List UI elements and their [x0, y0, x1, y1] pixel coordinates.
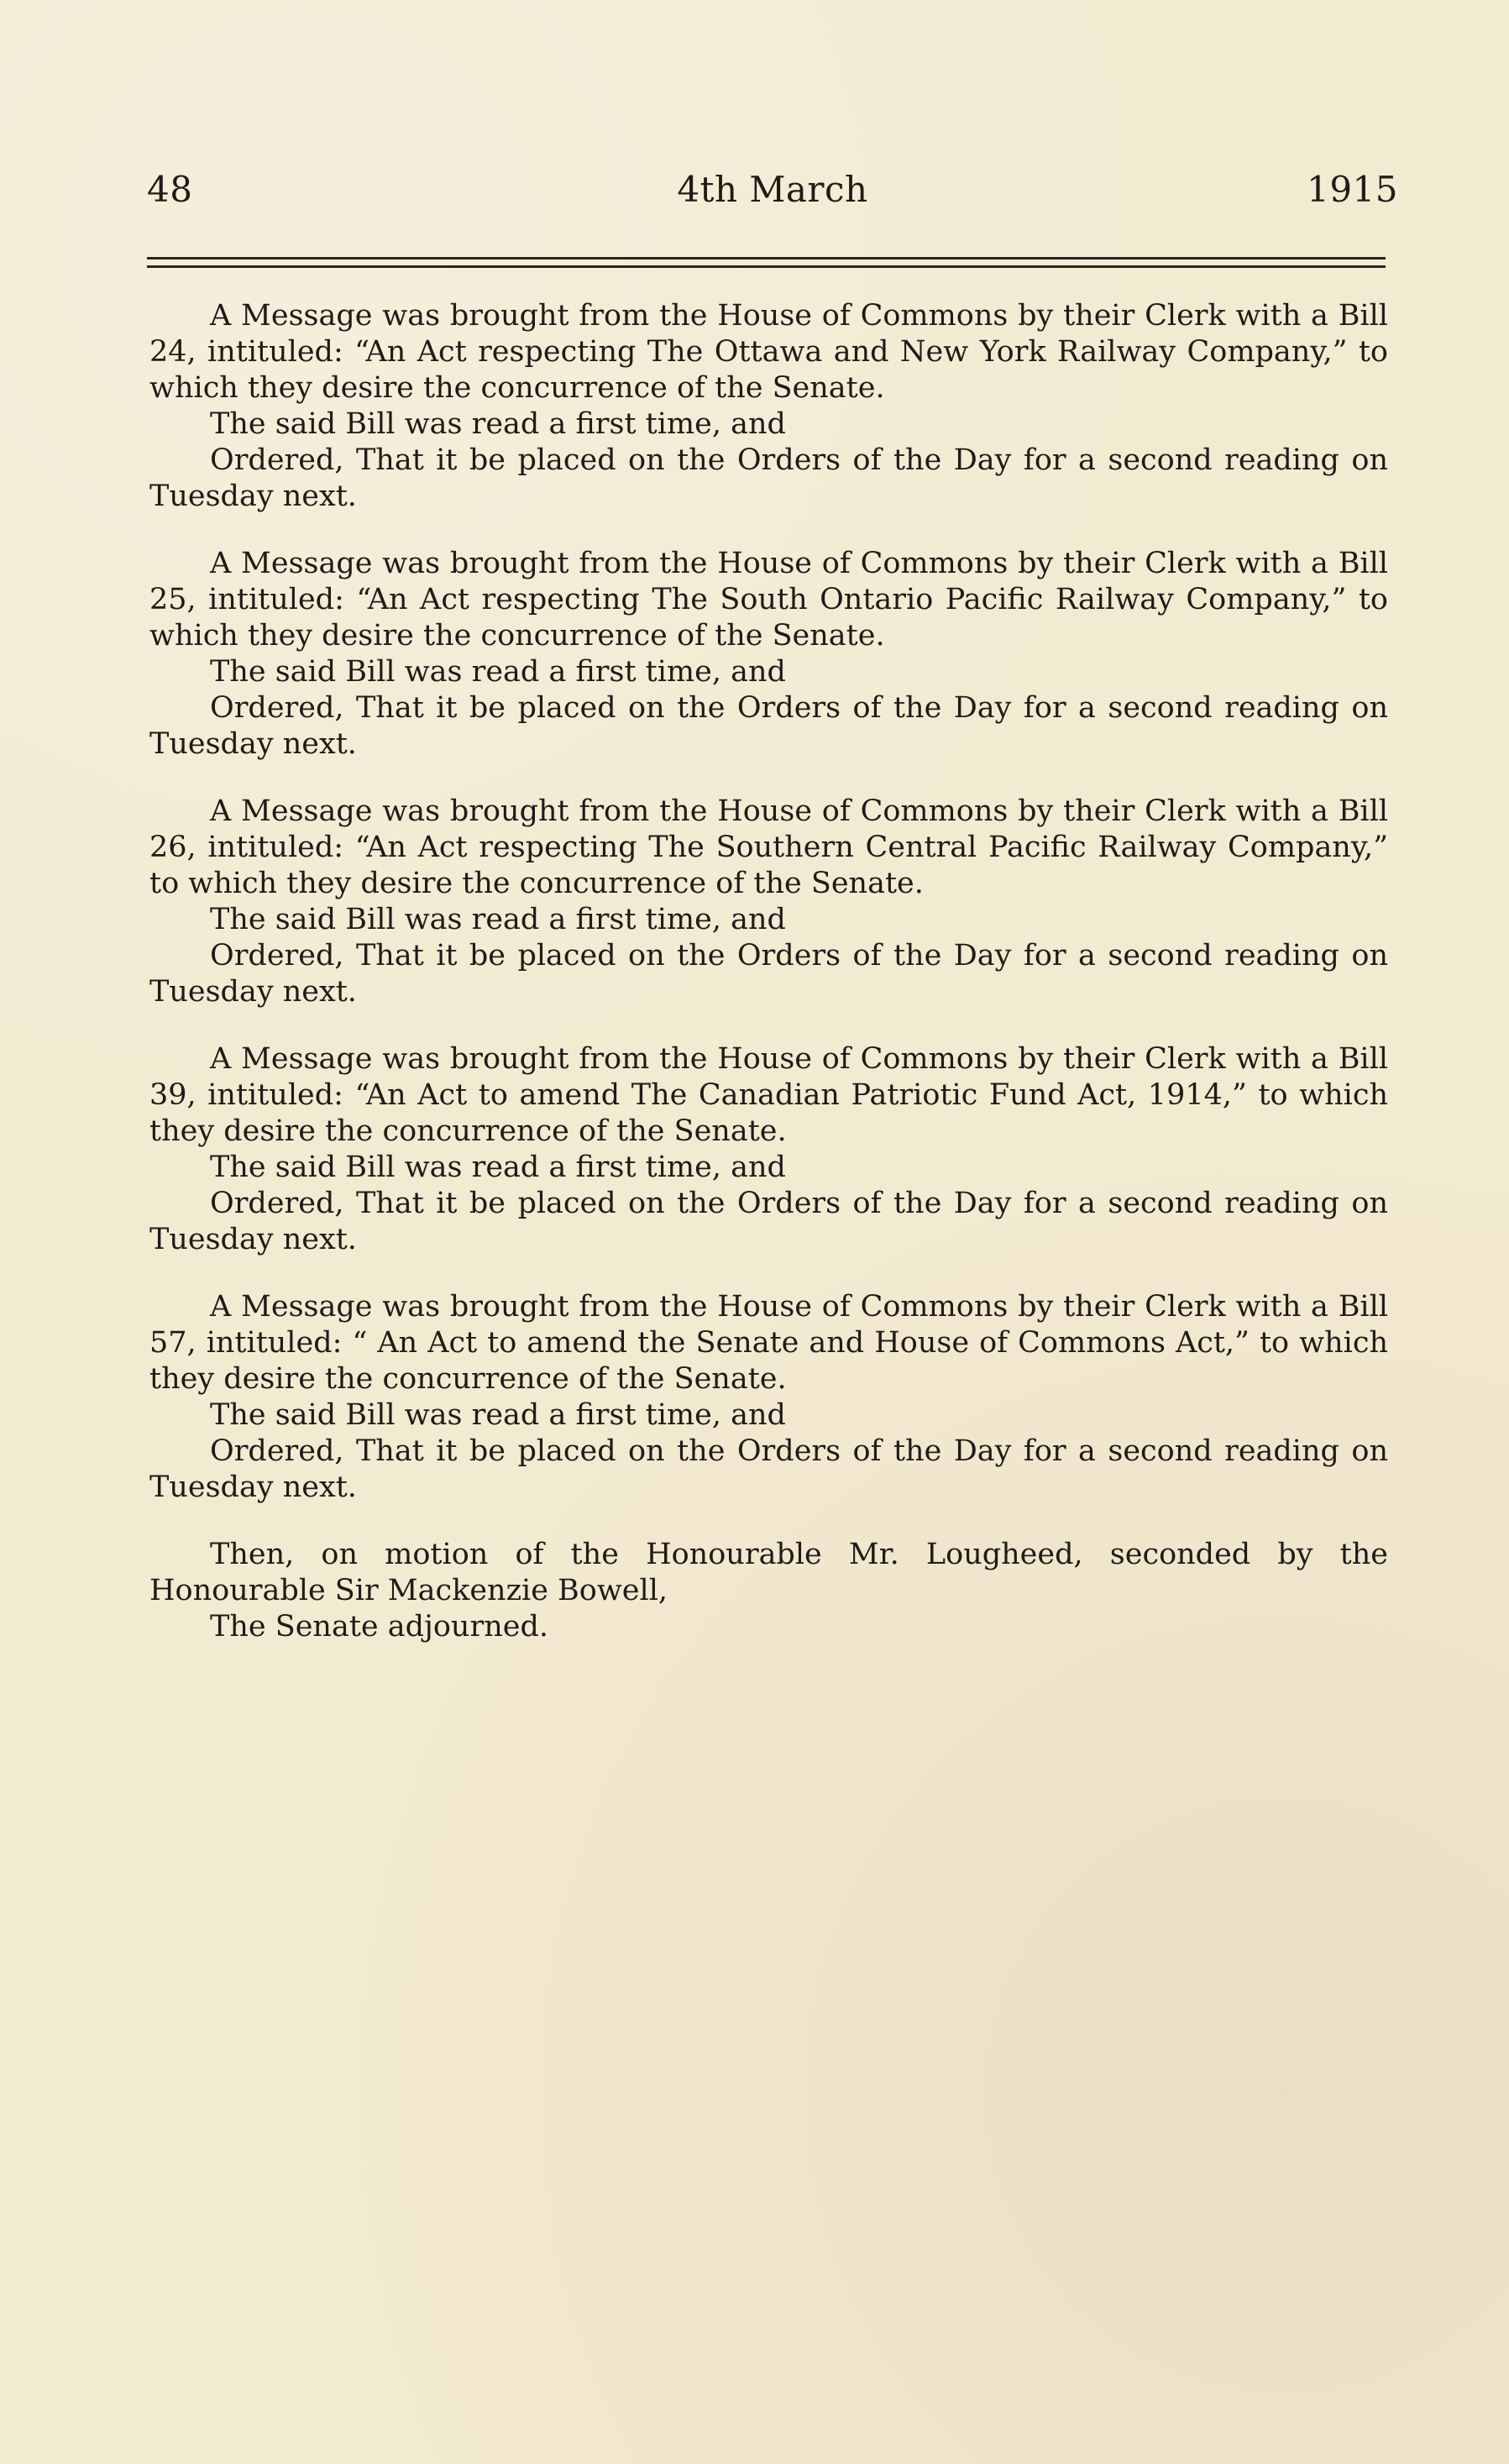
- adjourned-paragraph: The Senate adjourned.: [210, 1610, 548, 1644]
- first-reading-paragraph: The said Bill was read a first time, and: [210, 407, 786, 441]
- ordered-paragraph: Ordered, That it be placed on the Orders of the Day for a second reading on Tuesday next.: [149, 1434, 1388, 1504]
- first-reading-paragraph: The said Bill was read a first time, and: [210, 1151, 786, 1184]
- message-entry-3: [149, 794, 1388, 1010]
- header-rule: [147, 257, 1386, 270]
- page-content: [149, 298, 1388, 1645]
- first-reading-paragraph: The said Bill was read a first time, and: [210, 1398, 786, 1432]
- message-entry-1: [149, 298, 1388, 515]
- page-header: [147, 169, 1398, 231]
- message-entry-2: [149, 546, 1388, 763]
- page-year: 1915: [1307, 169, 1398, 210]
- first-reading-paragraph: The said Bill was read a first time, and: [210, 903, 786, 936]
- page-date: 4th March: [677, 169, 868, 210]
- first-reading-paragraph: The said Bill was read a first time, and: [210, 655, 786, 689]
- closing-entry: [149, 1537, 1388, 1645]
- message-paragraph: A Message was brought from the House of Commons by their Clerk with a Bill 24, intituled: “An Act respecting The Ottawa and New York Railway Company,” to which they desire the concurrence of the Senate.: [149, 299, 1388, 405]
- ordered-paragraph: Ordered, That it be placed on the Orders of the Day for a second reading on Tuesday next.: [149, 443, 1388, 513]
- ordered-paragraph: Ordered, That it be placed on the Orders of the Day for a second reading on Tuesday next.: [149, 1187, 1388, 1256]
- motion-paragraph: Then, on motion of the Honourable Mr. Lougheed, seconded by the Honourable Sir Mackenzie Bowell,: [149, 1538, 1388, 1607]
- message-paragraph: A Message was brought from the House of Commons by their Clerk with a Bill 26, intituled: “An Act respecting The Southern Central Pacific Railway Company,” to which they desire the concurrence of the Senate.: [149, 794, 1388, 900]
- message-paragraph: A Message was brought from the House of Commons by their Clerk with a Bill 57, intituled: “ An Act to amend the Senate and House of Commons Act,” to which they desire the concurrence of the Senate.: [149, 1290, 1388, 1396]
- ordered-paragraph: Ordered, That it be placed on the Orders of the Day for a second reading on Tuesday next.: [149, 939, 1388, 1009]
- message-paragraph: A Message was brought from the House of Commons by their Clerk with a Bill 25, intituled: “An Act respecting The South Ontario Pacific Railway Company,” to which they desire the concurrence of the Senate.: [149, 547, 1388, 653]
- page-number: 48: [147, 169, 193, 210]
- ordered-paragraph: Ordered, That it be placed on the Orders of the Day for a second reading on Tuesday next.: [149, 691, 1388, 761]
- message-entry-5: [149, 1289, 1388, 1506]
- message-entry-4: [149, 1041, 1388, 1258]
- message-paragraph: A Message was brought from the House of Commons by their Clerk with a Bill 39, intituled: “An Act to amend The Canadian Patriotic Fund Act, 1914,” to which they desire the concurrence of the Senate.: [149, 1042, 1388, 1148]
